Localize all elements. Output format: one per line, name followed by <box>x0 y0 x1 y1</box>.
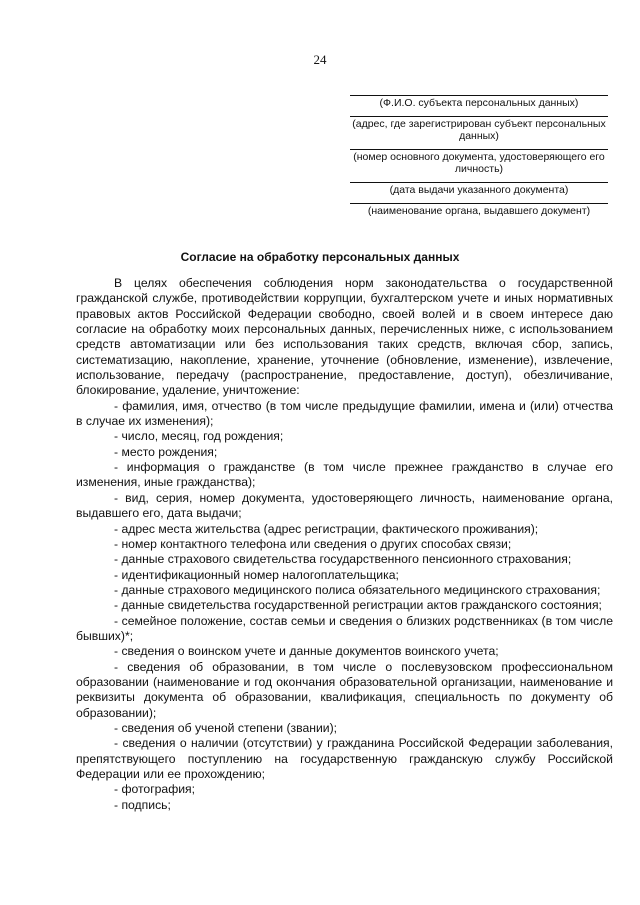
document-body <box>76 276 613 813</box>
list-item: - семейное положение, состав семьи и сведения о близких родственниках (в том числе бывших)*; <box>76 613 613 643</box>
list-item: - сведения об ученой степени (звании); <box>114 720 338 735</box>
list-item: - фотография; <box>114 782 196 797</box>
field-caption: (Ф.И.О. субъекта персональных данных) <box>379 97 579 109</box>
list-item: - адрес места жительства (адрес регистрации, фактического проживания); <box>114 521 539 536</box>
list-item: - данные страхового свидетельства государственного пенсионного страхования; <box>114 552 572 567</box>
list-item: - сведения о воинском учете и данные документов воинского учета; <box>114 644 499 659</box>
intro-paragraph: В целях обеспечения соблюдения норм законодательства о государственной гражданской службе, противодействии коррупции, бухгалтерском учете и иных нормативных правовых актов Российской Федерации свободно, своей волей и в своем интересе даю согласие на обработку моих персональных данных, перечисленных ниже, с использованием средств автоматизации или без использования таких средств, включая сбор, запись, систематизацию, накопление, хранение, уточнение (обновление, изменение), извлечение, использование, передачу (распространение, предоставление, доступ), обезличивание, блокирование, удаление, уничтожение: <box>76 276 613 398</box>
document-title: Согласие на обработку персональных данных <box>180 250 460 264</box>
field-caption: (дата выдачи указанного документа) <box>389 184 569 196</box>
list-item: - вид, серия, номер документа, удостоверяющего личность, наименование органа, выдавшего его, дата выдачи; <box>76 490 613 521</box>
list-item: - фамилия, имя, отчество (в том числе предыдущие фамилии, имена и (или) отчества в случае их изменения); <box>76 398 613 429</box>
list-item: - сведения о наличии (отсутствии) у гражданина Российской Федерации заболевания, препятствующего поступлению на государственную гражданскую службу Российской Федерации или ее прохождению; <box>76 736 613 781</box>
list-item: - идентификационный номер налогоплательщика; <box>114 567 399 582</box>
field-caption: (наименование органа, выдавшего документ) <box>367 205 591 217</box>
header-fields <box>350 95 608 224</box>
page-number: 24 <box>313 52 327 67</box>
list-item: - сведения об образовании, в том числе о послевузовском профессиональном образовании (наименование и год окончания образовательной организации, наименование и реквизиты документа об образовании, квалификация, специальность по документу об образовании); <box>76 659 613 720</box>
list-item: - информация о гражданстве (в том числе прежнее гражданство в случае его изменения, иные гражданства); <box>76 460 613 490</box>
subject-name-field <box>350 95 608 109</box>
list-item: - данные свидетельства государственной регистрации актов гражданского состояния; <box>114 598 602 613</box>
list-item: - место рождения; <box>114 444 218 459</box>
personal-data-list <box>76 399 613 813</box>
list-item: - данные страхового медицинского полиса обязательного медицинского страхования; <box>114 582 601 597</box>
issuing-authority-field <box>350 203 608 217</box>
list-item: - номер контактного телефона или сведения о других способах связи; <box>114 536 512 551</box>
list-item: - число, месяц, год рождения; <box>114 429 284 444</box>
id-document-number-field <box>350 149 608 175</box>
field-caption: (адрес, где зарегистрирован субъект персональных данных) <box>352 118 606 142</box>
issue-date-field <box>350 182 608 196</box>
subject-address-field <box>350 116 608 142</box>
field-caption: (номер основного документа, удостоверяющего его личность) <box>353 151 605 175</box>
list-item: - подпись; <box>114 797 171 812</box>
